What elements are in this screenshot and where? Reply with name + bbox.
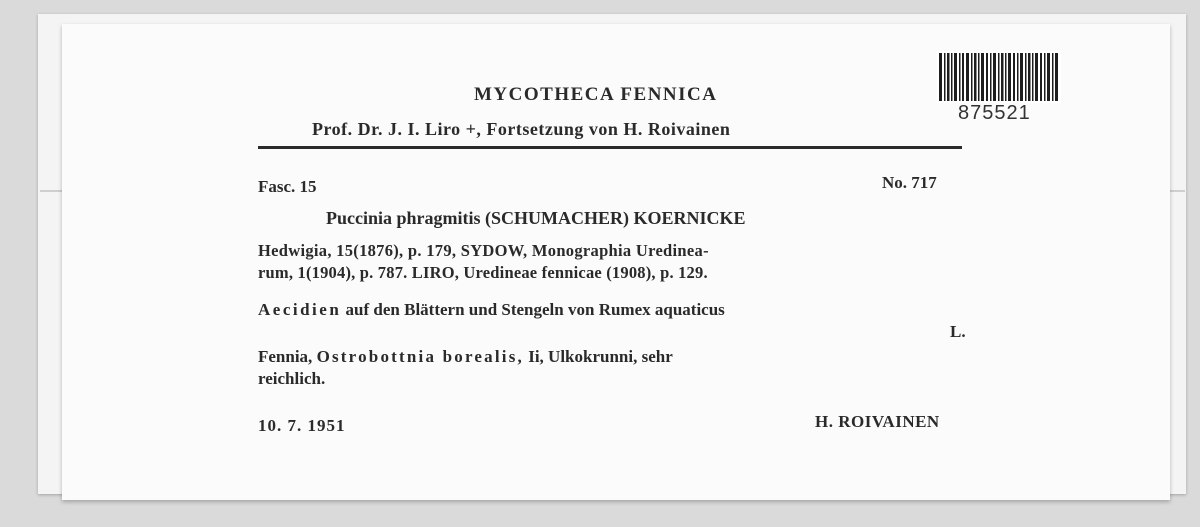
locality-line-2: reichlich. — [258, 369, 326, 388]
fascicle: Fasc. 15 — [258, 177, 317, 196]
reference-line-1: Hedwigia, 15(1876), p. 179, SYDOW, Monographia Uredinea- — [258, 241, 709, 260]
barcode-number: 875521 — [958, 102, 1031, 124]
collection-date: 10. 7. 1951 — [258, 416, 346, 435]
species-name: Puccinia phragmitis (SCHUMACHER) KOERNICKE — [326, 208, 746, 228]
host-description: auf den Blättern und Stengeln von Rumex aquaticus — [341, 300, 725, 319]
locality-province: Ostrobottnia borealis, — [316, 347, 524, 366]
barcode — [937, 51, 1061, 103]
header-rule — [258, 146, 962, 149]
collection-subtitle: Prof. Dr. J. I. Liro +, Fortsetzung von H. Roivainen — [312, 119, 731, 139]
locality-country: Fennia, — [258, 347, 317, 366]
host-line — [258, 300, 725, 320]
locality-site: Ii, Ulkokrunni, sehr — [523, 347, 673, 366]
reference-line-2: rum, 1(1904), p. 787. LIRO, Uredineae fennicae (1908), p. 129. — [258, 263, 708, 282]
specimen-number: No. 717 — [882, 173, 937, 192]
host-author: L. — [950, 322, 966, 341]
locality-line-1 — [258, 347, 673, 367]
collector-name: H. ROIVAINEN — [815, 412, 940, 431]
host-stage: Aecidien — [258, 300, 342, 319]
collection-title: MYCOTHECA FENNICA — [474, 84, 718, 105]
